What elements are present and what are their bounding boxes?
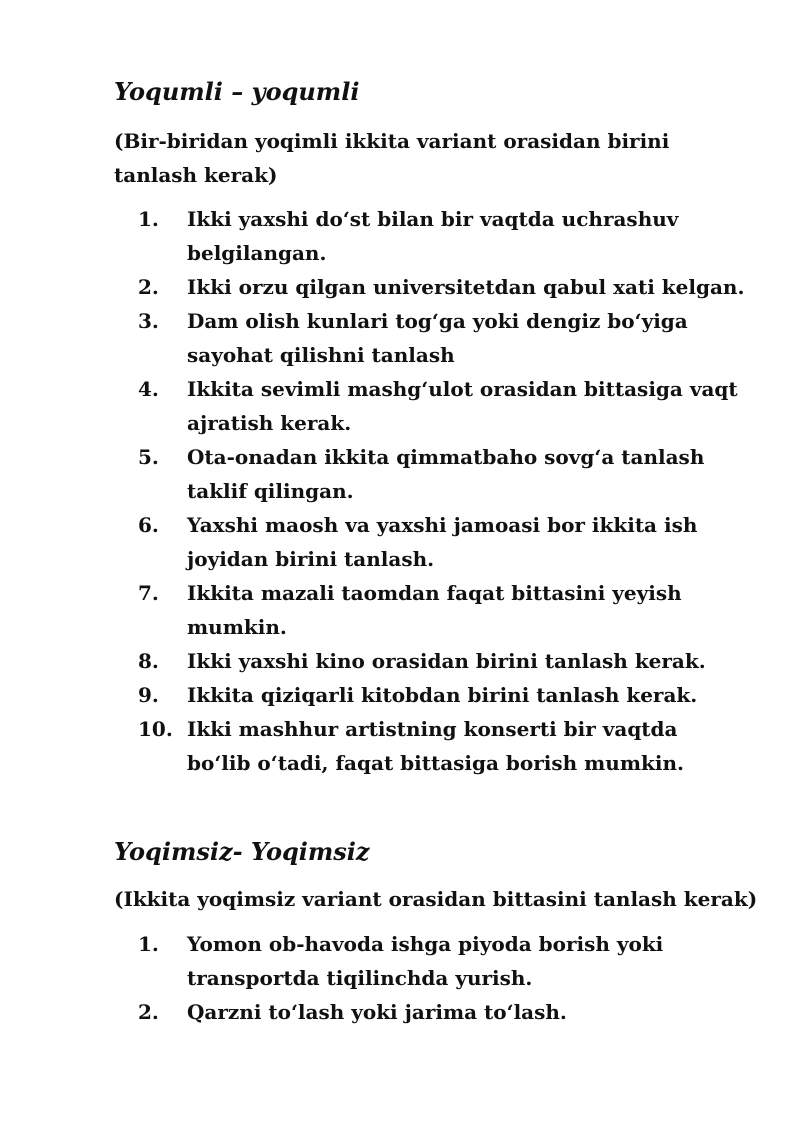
list-item xyxy=(0,270,747,304)
list-item xyxy=(0,927,747,995)
item-number: 9. xyxy=(138,683,159,707)
item-number: 4. xyxy=(138,377,159,401)
list-item xyxy=(0,995,747,1029)
pleasant-choices-list xyxy=(0,202,800,780)
item-text: Ikki yaxshi do‘st bilan bir vaqtda uchrashuv belgilangan. xyxy=(187,207,679,265)
list-item xyxy=(0,202,747,270)
item-text: Ikkita mazali taomdan faqat bittasini yeyish mumkin. xyxy=(187,581,682,639)
item-text: Qarzni to‘lash yoki jarima to‘lash. xyxy=(187,1000,567,1024)
item-number: 7. xyxy=(138,581,159,605)
section-instruction-unpleasant: (Ikkita yoqimsiz variant orasidan bittasini tanlash kerak) xyxy=(114,887,758,911)
item-text: Ikkita sevimli mashg‘ulot orasidan bittasiga vaqt ajratish kerak. xyxy=(187,377,738,435)
item-number: 8. xyxy=(138,649,159,673)
unpleasant-choices-list xyxy=(0,927,800,1029)
item-number: 6. xyxy=(138,513,159,537)
list-item xyxy=(0,304,747,372)
item-number: 1. xyxy=(138,207,159,231)
item-number: 3. xyxy=(138,309,159,333)
item-number: 2. xyxy=(138,1000,159,1024)
section-instruction-pleasant: (Bir-biridan yoqimli ikkita variant orasidan birini tanlash kerak) xyxy=(114,129,670,187)
item-text: Yomon ob-havoda ishga piyoda borish yoki transportda tiqilinchda yurish. xyxy=(187,932,664,990)
section-title-unpleasant: Yoqimsiz- Yoqimsiz xyxy=(114,837,370,866)
section-title-pleasant: Yoqumli – yoqumli xyxy=(114,77,360,106)
item-text: Ikki orzu qilgan universitetdan qabul xati kelgan. xyxy=(187,275,745,299)
list-item xyxy=(0,644,747,678)
item-number: 10. xyxy=(138,717,173,741)
list-item xyxy=(0,372,747,440)
item-text: Ikkita qiziqarli kitobdan birini tanlash kerak. xyxy=(187,683,698,707)
item-text: Ikki yaxshi kino orasidan birini tanlash kerak. xyxy=(187,649,706,673)
item-text: Dam olish kunlari tog‘ga yoki dengiz bo‘yiga sayohat qilishni tanlash xyxy=(187,309,688,367)
list-item xyxy=(0,678,747,712)
list-item xyxy=(0,712,747,780)
item-number: 2. xyxy=(138,275,159,299)
item-text: Ota-onadan ikkita qimmatbaho sovg‘a tanlash taklif qilingan. xyxy=(187,445,705,503)
item-text: Ikki mashhur artistning konserti bir vaqtda bo‘lib o‘tadi, faqat bittasiga borish mumkin. xyxy=(187,717,684,775)
item-number: 1. xyxy=(138,932,159,956)
list-item xyxy=(0,576,747,644)
item-number: 5. xyxy=(138,445,159,469)
list-item xyxy=(0,508,747,576)
item-text: Yaxshi maosh va yaxshi jamoasi bor ikkita ish joyidan birini tanlash. xyxy=(187,513,698,571)
list-item xyxy=(0,440,747,508)
